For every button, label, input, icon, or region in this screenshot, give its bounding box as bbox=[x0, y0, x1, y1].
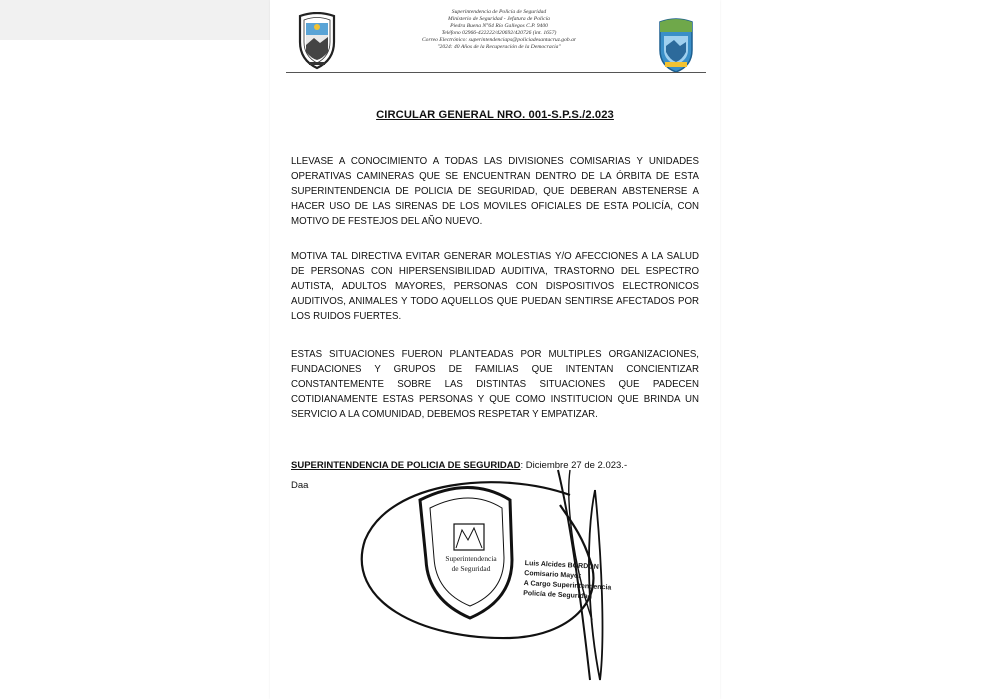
typist-initials: Daa bbox=[291, 480, 309, 491]
letterhead-line: Teléfono 02966-422222/420692/420726 (int. 1657) bbox=[441, 30, 557, 37]
body-paragraph: LLEVASE A CONOCIMIENTO A TODAS LAS DIVISIONES COMISARIAS Y UNIDADES OPERATIVAS CAMINERAS QUE SE ENCUENTRAN DENTRO DE LA ÓRBITA DE ESTA SUPERINTENDENCIA DE POLICIA DE SEGURIDAD, QUE DEBERAN ABSTENERSE A HACER USO DE LAS SIRENAS DE LOS MOVILES OFICIALES DE ESTA POLICÍA, CON MOTIVO DE FESTEJOS DEL AÑO NUEVO. bbox=[291, 156, 699, 228]
letterhead-line: Piedra Buena N°64 Río Gallegos C.P. 9400 bbox=[450, 23, 548, 30]
police-badge-logo bbox=[654, 16, 698, 74]
letterhead-line: "2024: 40 Años de la Recuperación de la Democracia" bbox=[437, 44, 561, 51]
signature-date-line bbox=[291, 460, 627, 471]
province-shield-logo bbox=[296, 12, 338, 70]
background-panel bbox=[0, 0, 270, 40]
letterhead-text bbox=[364, 9, 634, 52]
official-stamp bbox=[430, 498, 504, 606]
body-paragraph: ESTAS SITUACIONES FUERON PLANTEADAS POR MULTIPLES ORGANIZACIONES, FUNDACIONES Y GRUPOS DE FAMILIAS QUE INTENTAN CONCIENTIZAR CONSTANTEMENTE SOBRE LAS DISTINTAS SITUACIONES QUE PADECEN COTIDIANAMENTE ESTAS PERSONAS Y QUE COMO INSTITUCION QUE BRINDA UN SERVICIO A LA COMUNIDAD, DEBEMOS RESPETAR Y EMPATIZAR. bbox=[291, 349, 699, 421]
letterhead-line: Superintendencia de Policía de Seguridad bbox=[451, 9, 547, 15]
stamp-line: Superintendencia bbox=[445, 554, 497, 563]
document-page bbox=[270, 0, 720, 699]
letterhead-line: Correo Electrónico: superintendenciaps@policiadesantacruz.gob.ar bbox=[421, 37, 577, 44]
signer-rank: Comisario Mayor bbox=[524, 569, 582, 580]
letterhead-line: Ministerio de Seguridad - Jefatura de Policía bbox=[448, 16, 550, 23]
circular-title: CIRCULAR GENERAL NRO. 001-S.P.S./2.023 bbox=[376, 109, 614, 121]
issue-date: : Diciembre 27 de 2.023.- bbox=[520, 460, 628, 471]
issuing-office: SUPERINTENDENCIA DE POLICIA DE SEGURIDAD bbox=[291, 460, 521, 471]
stamp-center-text bbox=[436, 554, 506, 574]
letterhead-divider bbox=[286, 72, 706, 73]
signer-block bbox=[523, 559, 612, 603]
stamp-line: de Seguridad bbox=[451, 564, 491, 573]
signer-name: Luis Alcides BORDON bbox=[524, 559, 599, 571]
signer-unit: Policía de Seguridad bbox=[523, 589, 593, 601]
body-paragraph: MOTIVA TAL DIRECTIVA EVITAR GENERAR MOLESTIAS Y/O AFECCIONES A LA SALUD DE PERSONAS CON HIPERSENSIBILIDAD AUDITIVA, TRASTORNO DEL ESPECTRO AUTISTA, ADULTOS MAYORES, PERSONAS CON DISPOSITIVOS ELECTRONICOS AUDITIVOS, ANIMALES Y TODO AQUELLOS QUE PUEDAN SENTIRSE AFECTADOS POR LOS RUIDOS FUERTES. bbox=[291, 251, 699, 323]
signer-role: A Cargo Superintendencia bbox=[523, 579, 612, 592]
official-stamp bbox=[420, 488, 512, 619]
